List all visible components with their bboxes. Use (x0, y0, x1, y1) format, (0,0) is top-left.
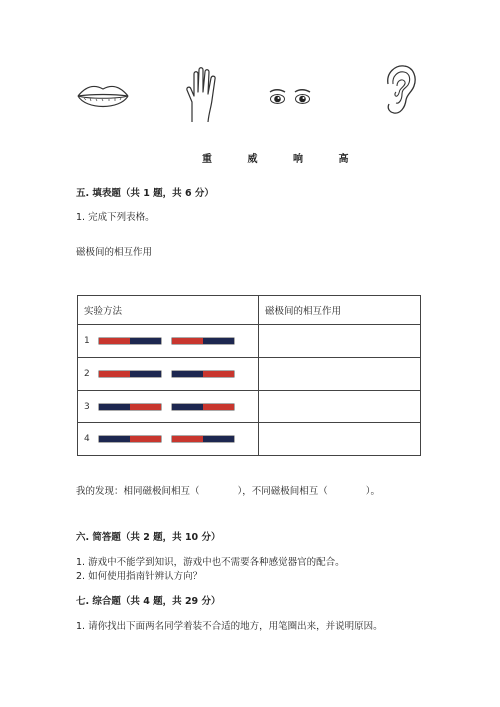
bar-magnet (172, 436, 234, 442)
row-number: 1 (84, 336, 90, 346)
table-row (78, 358, 421, 391)
picture-caption: 重 威 响 高 (202, 154, 365, 165)
answer-cell[interactable] (259, 358, 421, 391)
bar-magnet (99, 338, 161, 344)
eyes-icon (268, 88, 312, 108)
table-row (78, 391, 421, 423)
row-number: 2 (84, 369, 90, 379)
bar-magnet (99, 436, 161, 442)
experiment-method-cell (78, 358, 259, 391)
table-row (78, 423, 421, 456)
section6-heading: 六. 简答题（共 2 题，共 10 分） (76, 532, 221, 543)
bar-magnet (172, 404, 234, 410)
section7-question-1: 1. 请你找出下面两名同学着装不合适的地方，用笔圈出来，并说明原因。 (76, 621, 383, 632)
table-header-interaction: 磁极间的相互作用 (259, 296, 421, 325)
ear-icon (382, 64, 418, 116)
hand-icon (183, 66, 221, 124)
answer-cell[interactable] (259, 391, 421, 423)
experiment-method-cell (78, 391, 259, 423)
bar-magnet (99, 404, 161, 410)
section7-heading: 七. 综合题（共 4 题，共 29 分） (76, 596, 221, 607)
row-number: 3 (84, 401, 90, 412)
section5-question-1: 1. 完成下列表格。 (76, 212, 155, 223)
experiment-table (77, 295, 421, 456)
section6-question-2: 2. 如何使用指南针辨认方向？ (76, 571, 203, 582)
answer-cell[interactable] (259, 423, 421, 456)
bar-magnet (172, 371, 234, 377)
experiment-method-cell (78, 423, 259, 456)
table-header-method: 实验方法 (78, 296, 259, 325)
bar-magnet (99, 371, 161, 377)
experiment-method-cell (78, 325, 259, 358)
section6-question-1: 1. 游戏中不能学到知识，游戏中也不需要各种感觉器官的配合。 (76, 557, 345, 568)
mouth-icon (76, 80, 130, 114)
row-number: 4 (84, 434, 90, 444)
answer-cell[interactable] (259, 325, 421, 358)
bar-magnet (172, 338, 234, 344)
table-subtitle: 磁极间的相互作用 (76, 247, 153, 258)
finding-statement: 我的发现：相同磁极间相互（ ），不同磁极间相互（ ）。 (76, 486, 381, 497)
section5-heading: 五. 填表题（共 1 题，共 6 分） (76, 188, 214, 199)
table-row (78, 325, 421, 358)
